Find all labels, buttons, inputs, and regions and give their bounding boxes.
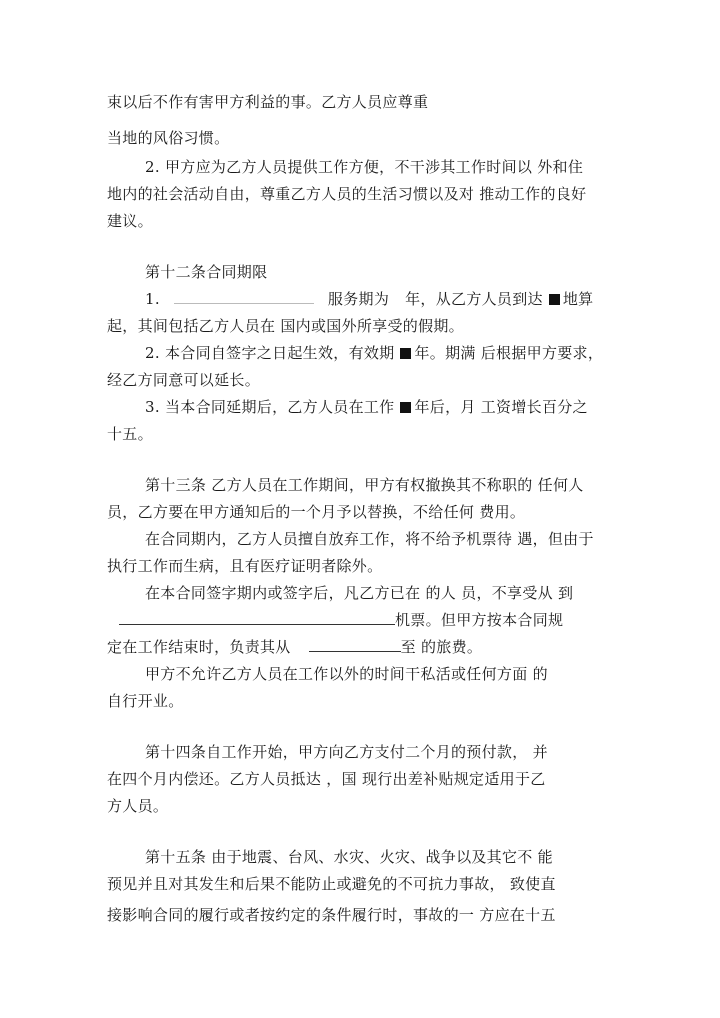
blank-line: [309, 637, 401, 652]
text-line: 在四个月内偿还。乙方人员抵达 ，国 现行出差补贴规定适用于乙: [107, 770, 546, 788]
text-line: 甲方不允许乙方人员在工作以外的时间干私活或任何方面 的: [145, 665, 548, 683]
filled-square-icon: [400, 402, 411, 413]
text-line: 2. 甲方应为乙方人员提供工作方便，不干涉其工作时间以 外和住: [145, 158, 584, 176]
section-paragraph-14: 第十四条自工作开始，甲方向乙方支付二个月的预付款， 并: [145, 743, 548, 761]
text-span: 机票。但甲方按本合同规: [395, 611, 564, 629]
text-line: 接影响合同的履行或者按约定的条件履行时，事故的一 方应在十五: [107, 906, 556, 924]
text-line: 执行工作而生病，且有医疗证明者除外。: [107, 557, 383, 575]
filled-square-icon: [549, 294, 560, 305]
text-span: 年后，月 工资增长百分之: [414, 398, 588, 416]
item-number: 1.: [145, 290, 160, 308]
text-span: 年，从乙方人员到达: [405, 290, 543, 308]
text-line: 地内的社会活动自由，尊重乙方人员的生活习惯以及对 推动工作的良好: [107, 185, 587, 203]
text-line: [145, 343, 603, 363]
text-line: 经乙方同意可以延长。: [107, 371, 261, 389]
text-line: 建议。: [107, 212, 153, 230]
text-span: 至 的旅费。: [400, 638, 483, 656]
section-heading-12: 第十二条合同期限: [145, 263, 268, 281]
blank-line: [119, 610, 395, 625]
text-line: 起，其间包括乙方人员在 国内或国外所享受的假期。: [107, 317, 464, 335]
filled-square-icon: [400, 348, 411, 359]
section-paragraph-13: 第十三条 乙方人员在工作期间，甲方有权撤换其不称职的 任何人: [145, 476, 584, 494]
section-paragraph-15: 第十五条 由于地震、台风、水灾、火灾、战争以及其它不 能: [145, 848, 553, 866]
text-line: [145, 289, 593, 309]
text-line: 员，乙方要在甲方通知后的一个月予以替换，不给任何 费用。: [107, 503, 526, 521]
text-line: [145, 397, 588, 417]
text-line: 方人员。: [107, 797, 169, 815]
text-span: 3. 当本合同延期后，乙方人员在工作: [145, 398, 395, 416]
blank-line: [174, 289, 314, 304]
text-line: 十五。: [107, 425, 153, 443]
text-line: 在合同期内，乙方人员擅自放弃工作，将不给予机票待 遇，但由于: [145, 530, 594, 548]
text-span: 服务期为: [327, 290, 390, 308]
text-line: [107, 637, 482, 657]
text-line: 束以后不作有害甲方利益的事。乙方人员应尊重: [107, 93, 429, 111]
text-line: 当地的风俗习惯。: [107, 129, 230, 147]
text-line: 在本合同签字期内或签字后，凡乙方已在 的人 员，不享受从 到: [145, 584, 574, 602]
text-span: 地算: [562, 290, 594, 308]
text-line: 自行开业。: [107, 692, 184, 710]
text-line: [107, 610, 563, 630]
text-span: 2. 本合同自签字之日起生效，有效期: [145, 344, 395, 362]
text-line: 预见并且对其发生和后果不能防止或避免的不可抗力事故， 致使直: [107, 875, 556, 893]
text-span: 定在工作结束时，负责其从: [107, 638, 291, 656]
text-span: 年。期满 后根据甲方要求，: [414, 344, 604, 362]
